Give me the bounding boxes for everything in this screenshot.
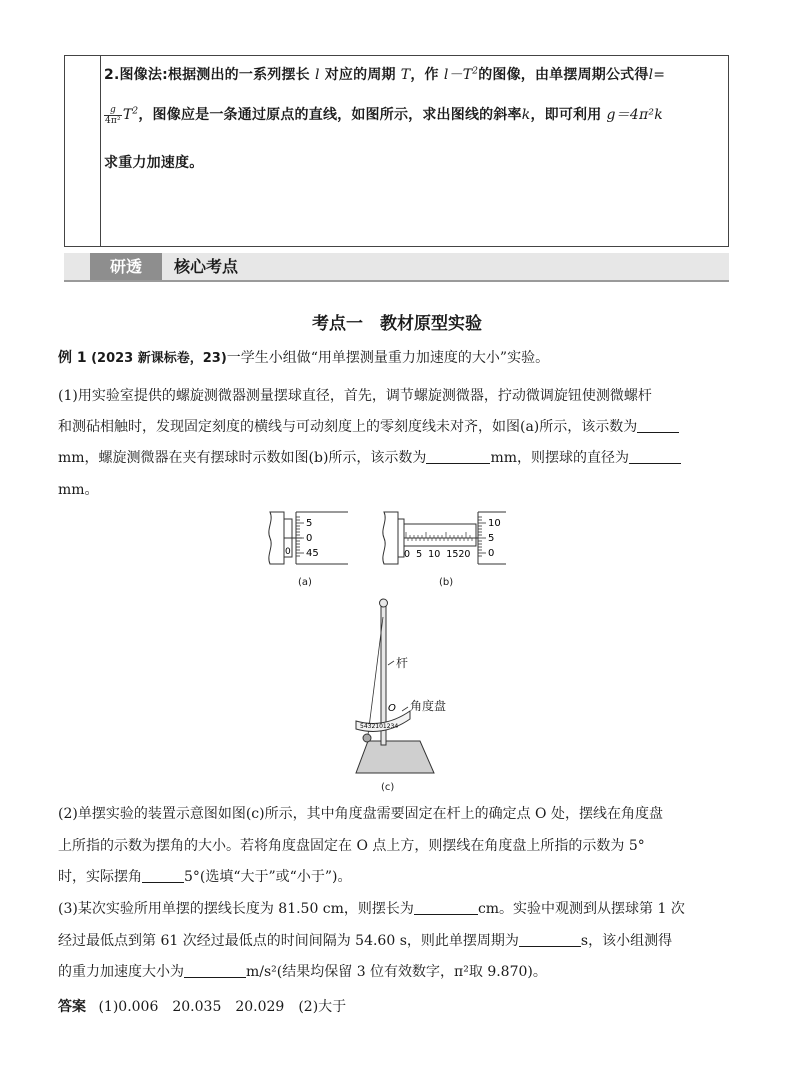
- answer-label: 答案: [58, 999, 86, 1015]
- svg-text:10: 10: [488, 518, 501, 529]
- q1-line-1: (1)用实验室提供的螺旋测微器测量摆球直径，首先，调节螺旋测微器，拧动微调旋钮使测微螺杆: [58, 388, 652, 404]
- answer-blank[interactable]: [142, 868, 184, 883]
- q2-line-2: 上所指的示数为摆角的大小。若将角度盘固定在 O 点上方，则摆线在角度盘上所指的示数为 5°: [58, 838, 645, 854]
- section-tag: 研透: [90, 253, 162, 280]
- answer-text: (1)0.006 20.035 20.029 (2)大于: [98, 999, 347, 1015]
- svg-text:0: 0: [306, 533, 313, 544]
- svg-text:0: 0: [285, 547, 291, 557]
- q2-line-3: 时，实际摆角 5°(选填“大于”或“小于”)。: [58, 869, 352, 885]
- answer-blank[interactable]: [629, 449, 681, 464]
- answer-blank[interactable]: [414, 900, 478, 915]
- method-line-2: $\frac{g}{\text{4π²}}$ $T^2$，图像应是一条通过原点的直线，如图所示，求出图线的斜率k，即可利用 g＝4π²k: [105, 104, 663, 126]
- svg-text:0: 0: [488, 548, 495, 559]
- q3-line-1: (3)某次实验所用单摆的摆线长度为 81.50 cm，则摆长为 cm。实验中观测到从摆球第 1 次: [58, 901, 685, 917]
- answer-blank[interactable]: [637, 418, 679, 433]
- answer-line: [58, 996, 346, 1016]
- example-label: 例 1: [58, 350, 87, 366]
- q1-line-3: mm，螺旋测微器在夹有摆球时示数如图(b)所示，该示数为 mm，则摆球的直径为: [58, 447, 681, 467]
- figure-c-caption: (c): [381, 782, 395, 793]
- figure-a-micrometer: [262, 507, 352, 569]
- svg-text:0 5 10 1520: 0 5 10 1520: [404, 549, 471, 560]
- method-line-1: 2.图像法:根据测出的一系列摆长 l 对应的周期 T，作 $l-T^2$的图像，由单摆周期公式得l=: [104, 66, 666, 83]
- rod-label: 杆: [396, 656, 409, 670]
- period-fraction: $\frac{g}{\text{4π²}}$: [105, 104, 121, 126]
- svg-text:45: 45: [306, 548, 319, 559]
- svg-text:5432101234: 5432101234: [360, 723, 399, 730]
- figure-b-caption: (b): [439, 577, 454, 588]
- example-intro: 例 1 (2023 新课标卷，23)一学生小组做“用单摆测量重力加速度的大小”实验。: [58, 350, 550, 366]
- section-title: 核心考点: [174, 257, 239, 276]
- q1-line-4: mm。: [58, 482, 99, 498]
- svg-text:O: O: [388, 703, 396, 714]
- figure-a-caption: (a): [298, 577, 312, 588]
- table-left-column: [65, 56, 101, 246]
- q3-line-2: 经过最低点到第 61 次经过最低点的时间间隔为 54.60 s，则此单摆周期为 s，该小组测得: [58, 933, 673, 949]
- page-heading: 考点一 教材原型实验: [312, 314, 482, 334]
- figure-c-pendulum: [338, 595, 458, 783]
- svg-text:5: 5: [488, 533, 495, 544]
- disk-label: 角度盘: [410, 699, 447, 713]
- answer-blank[interactable]: [519, 932, 581, 947]
- svg-text:5: 5: [306, 518, 313, 529]
- section-bar: [64, 253, 729, 282]
- figure-b-micrometer: [378, 507, 508, 569]
- q2-line-1: (2)单摆实验的装置示意图如图(c)所示，其中角度盘需要固定在杆上的确定点 O 处，摆线在角度盘: [58, 806, 663, 822]
- method-label: 2.图像法: [104, 67, 163, 83]
- method-line-3: 求重力加速度。: [104, 155, 204, 171]
- answer-blank[interactable]: [426, 449, 490, 464]
- answer-blank[interactable]: [184, 963, 246, 978]
- q1-line-2: 和测砧相触时，发现固定刻度的横线与可动刻度上的零刻度线未对齐，如图(a)所示，该示数为: [58, 416, 679, 436]
- gravity-formula: g＝4π²k: [606, 107, 663, 123]
- q3-line-3: 的重力加速度大小为 m/s²(结果均保留 3 位有效数字，π²取 9.870)。: [58, 964, 547, 980]
- example-source: (2023 新课标卷，23): [91, 351, 227, 366]
